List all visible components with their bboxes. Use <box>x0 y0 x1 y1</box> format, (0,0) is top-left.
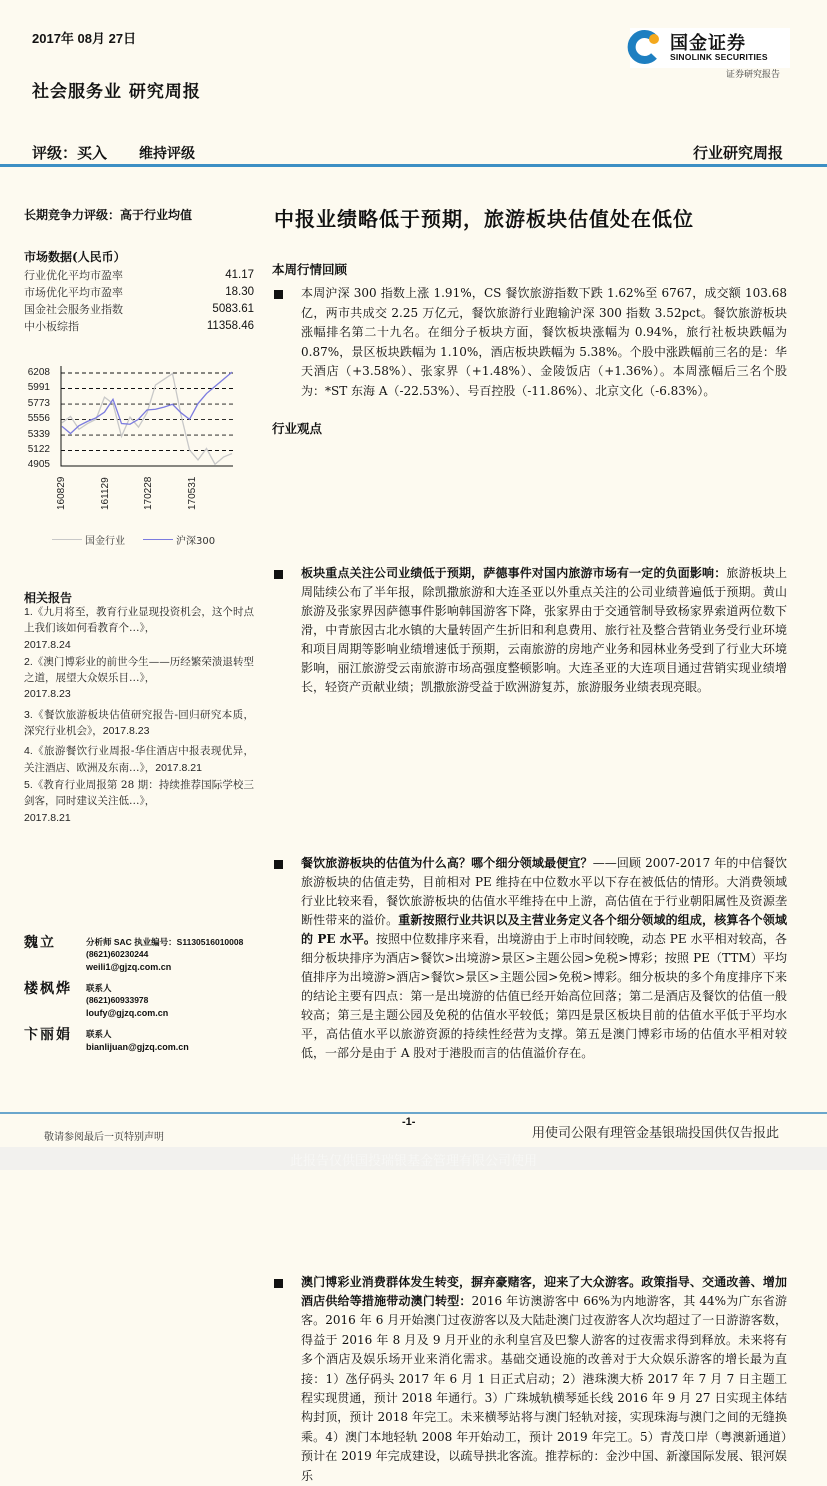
y-tick: 5991 <box>27 382 50 393</box>
logo-subtitle: 证券研究报告 <box>726 70 781 80</box>
related-report-date: 2017.8.24 <box>24 638 71 651</box>
market-data-label: 市场优化平均市盈率 <box>24 286 123 299</box>
market-data-row <box>24 318 254 335</box>
market-data-value: 11358.46 <box>206 320 254 332</box>
x-tick: 161129 <box>100 477 111 510</box>
related-reports-title: 相关报告 <box>24 591 73 605</box>
legend-item <box>52 532 125 547</box>
related-report-date: 2017.8.23 <box>102 725 150 738</box>
watermark: 此报告仅供国投瑞银基金管理有限公司使用 <box>289 1154 537 1169</box>
x-tick: 170228 <box>143 476 154 510</box>
market-data-value: 18.30 <box>225 286 254 298</box>
analyst-phone: (8621)60933978 <box>86 995 149 1005</box>
headline: 中报业绩略低于预期，旅游板块估值处在低位 <box>274 207 694 231</box>
chart-legend <box>52 532 215 547</box>
related-report-title: 《九月将至，教育行业显现投资机会，这个时点上我们该如何看教育个…》， <box>24 606 254 635</box>
related-reports <box>24 604 254 827</box>
logo-cn: 国金证券 <box>670 33 746 54</box>
legend-label: 国金行业 <box>85 536 125 547</box>
related-report-date: 2017.8.23 <box>24 688 71 701</box>
rating-action: 维持评级 <box>139 146 196 162</box>
analyst-email[interactable]: bianlijuan@gjzq.com.cn <box>86 1042 189 1052</box>
market-data-label: 中小板综指 <box>24 320 79 333</box>
square-bullet-icon <box>274 290 283 299</box>
chart-plot <box>22 362 244 472</box>
analyst-list <box>24 932 254 1070</box>
page-number: -1- <box>402 1116 416 1128</box>
x-tick: 160829 <box>56 476 67 510</box>
legend-line-icon <box>143 539 173 540</box>
paragraph-macau <box>272 1273 787 1486</box>
footer-divider <box>0 1112 827 1114</box>
square-bullet-icon <box>274 1279 283 1288</box>
market-data-label: 国金社会服务业指数 <box>24 303 123 316</box>
analyst-email[interactable]: weili1@gjzq.com.cn <box>86 962 172 972</box>
logo-en: SINOLINK SECURITIES <box>670 52 768 62</box>
square-bullet-icon <box>274 860 283 869</box>
related-report-item[interactable]: 1.《九月将至，教育行业显现投资机会，这个时点上我们该如何看教育个…》， 2017.8.24 <box>24 606 254 651</box>
analyst <box>24 932 254 978</box>
y-tick: 5122 <box>27 444 50 455</box>
paragraph-text: 本周沪深 300 指数上涨 1.91%，CS 餐饮旅游指数下跌 1.62%至 6767，成交额 103.68 亿，两市共成交 2.25 万亿元，餐饮旅游行业跑输沪深 300 指数 3.52pct。餐饮旅游板块涨幅排名第二十九名。在细分子板块方面，餐饮板块涨幅为 0.94%，旅行社板块跌幅为 0.87%，景区板块跌幅为 1.10%，酒店板块跌幅为 5.38%。个股中涨跌幅前三名的是：华天酒店（+3.58%）、张家界（+1.48%）、金陵饭店（+1.36%）。本周涨幅后三名个股为：*ST 东海 A（-22.53%）、号百控股（-11.86%）、北京文化（-6.83%）。 <box>301 286 787 398</box>
paragraph-text: 旅游板块上周陆续公布了半年报，除凯撒旅游和大连圣亚以外重点关注的公司业绩普遍低于预期。黄山旅游及张家界因萨德事件影响韩国游客下降，张家界由于交通管制导致杨家界索道两位数下滑，中青旅因古北水镇的大量转固产生折旧和利息费用、旅行社及整合营销业务受行业环境和项目周期等影响业绩增速低于预期，云南旅游的房地产业务和园林业务受到了行业大环境影响，丽江旅游受云南旅游市场高强度整顿影响。大连圣亚的大连项目通过营销实现业绩增长，轻资产贡献业绩；凯撒旅游受益于欧洲游复苏，旅游服务业绩表现亮眼。 <box>301 565 787 694</box>
square-bullet-icon <box>274 570 283 579</box>
paragraph-text: 按照中位数排序来看，出境游由于上市时间较晚，动态 PE 水平相对较高，各细分板块排序为酒店>餐饮>出境游>景区>主题公园>免税>博彩；按照 PE（TTM）平均值排序为出境游>酒店>餐饮>景区>主题公园>免税>博彩。细分板块的多个角度排序下来的结论主要有四点：第一是出境游的估值已经开始高位回落；第二是酒店及餐饮的估值一般较高；第三是主题公园及免税的估值水平较低；第四是景区板块目前的估值水平低于平均水平，高估值水平以旅游资源的持续性经营为支撑。第五是澳门博彩市场的估值水平相对较低，一部分是由于 A 股对于港股而言的估值溢价存在。 <box>301 931 788 1060</box>
legend-line-icon <box>52 539 82 540</box>
paragraph-text: 2016 年访澳游客中 66%为内地游客，其 44%为广东省游客。2016 年 6 月开始澳门过夜游客以及大陆赴澳门过夜游客人次均超过了一日游游客数，得益于 2016 年 8 月及 9 月开业的永利皇宫及巴黎人游客的过夜需求得到释放。未来将有多个酒店及娱乐场开业来消化需求。基础交通设施的改善对于大众娱乐游客的增长最为直接：1）氹仔码头 2017 年 6 月 1 日正式启动；2）港珠澳大桥 2017 年 7 月 7 日主题工程实现贯通，预计 2018 年通行。3）广珠城轨横琴延长线 2016 年 9 月 27 日实现主体结构封顶，预计 2018 年完工。未来横琴站将与澳门轻轨对接，实现珠海与澳门之间的无缝换乘。4）澳门本地轻轨 2008 年开始动工，预计 2019 年完工。5）青茂口岸（粤澳新通道）预计在 2019 年完成建设，以疏导拱北客流。推荐标的：金沙中国、新濠国际发展、银河娱乐 <box>301 1293 787 1483</box>
market-data-value: 41.17 <box>225 269 254 281</box>
analyst-role: 联系人 <box>86 1029 112 1039</box>
y-tick: 6208 <box>27 367 50 378</box>
paragraph-lead: 澳门博彩业消费群体发生转变，摒弃豪赌客，迎来了大众游客。政策指导、交通改善、增加酒店供给等措施带动澳门转型： <box>301 1274 787 1308</box>
paragraph-text: ——回顾 2007-2017 年的中信餐饮旅游板块的估值走势，目前相对 PE 维持在中位数水平以下存在被低估的情形。大消费领域行业比较来看，餐饮旅游板块的估值水平维持在中上游，高估值在于行业朝阳属性及资源垄断性带来的溢价。 <box>301 855 787 927</box>
paragraph-lead: 餐饮旅游板块的估值为什么高？哪个细分领域最便宜？ <box>301 855 593 870</box>
related-report-date: 2017.8.21 <box>155 761 202 774</box>
related-report-item[interactable]: 2.《澳门博彩业的前世今生——历经繁荣溃退转型之道，展望大众娱乐目…》， 2017.8.23 <box>24 655 254 701</box>
series-line <box>62 372 232 433</box>
market-data-label: 行业优化平均市盈率 <box>24 269 123 282</box>
analyst-name: 魏立 <box>24 935 56 951</box>
index-comparison-chart <box>22 362 244 552</box>
analyst-name: 卞丽娟 <box>24 1027 72 1043</box>
market-data-value: 5083.61 <box>212 303 254 315</box>
related-report-item[interactable]: 3.《餐饮旅游板块估值研究报告-回归研究本质，深究行业机会》，2017.8.23 <box>24 708 254 738</box>
usage-notice: 用使司公限有理管金基银瑞投国供仅告报此 <box>531 1126 779 1141</box>
market-data-row <box>24 301 254 318</box>
disclaimer-note: 敬请参阅最后一页特别声明 <box>44 1132 164 1143</box>
paragraph-emphasis: 重新按照行业共识以及主营业务定义各个细分领域的组成，核算各个领域的 PE 水平。 <box>301 912 787 946</box>
paragraph-weekly-review <box>272 284 787 402</box>
sinolink-logo-icon <box>632 30 662 64</box>
sinolink-logo <box>630 28 790 68</box>
related-report-title: 《澳门博彩业的前世今生——历经繁荣溃退转型之道，展望大众娱乐目…》， <box>24 655 254 685</box>
y-tick: 5339 <box>27 429 50 440</box>
paragraph-earnings <box>272 564 787 697</box>
related-report-item[interactable]: 5.《教育行业周报第 28 期：持续推荐国际学校三剑客，同时建议关注低…》， 2017.8.21 <box>24 778 254 824</box>
related-report-item[interactable]: 4.《旅游餐饮行业周报-华住酒店中报表现优异，关注酒店、欧洲及东南…》，2017.8.21 <box>24 745 254 774</box>
competitive-rating: 长期竞争力评级：高于行业均值 <box>24 208 193 222</box>
y-tick: 5773 <box>27 398 50 409</box>
industry-title: 社会服务业 研究周报 <box>32 82 201 102</box>
section-title-weekly-review: 本周行情回顾 <box>272 262 348 277</box>
market-data-row <box>24 284 254 301</box>
analyst <box>24 1024 254 1070</box>
rating <box>32 142 195 163</box>
report-date: 2017年 08月 27日 <box>32 31 137 46</box>
related-report-title: 《教育行业周报第 28 期：持续推荐国际学校三剑客，同时建议关注低…》， <box>24 778 254 808</box>
header-divider <box>0 164 827 167</box>
y-tick: 5556 <box>27 413 50 424</box>
paragraph-valuation <box>272 854 787 1063</box>
x-tick: 170531 <box>187 476 198 510</box>
related-report-date: 2017.8.21 <box>24 811 71 824</box>
analyst-role: 分析师 SAC 执业编号：S1130516010008 <box>86 937 244 947</box>
legend-label: 沪深300 <box>176 536 216 547</box>
section-title-industry-view: 行业观点 <box>272 421 323 436</box>
analyst-phone: (8621)60230244 <box>86 949 149 959</box>
report-type: 行业研究周报 <box>692 144 783 162</box>
related-report-title: 《旅游餐饮行业周报-华住酒店中报表现优异，关注酒店、欧洲及东南…》， <box>24 745 254 774</box>
analyst-email[interactable]: loufy@gjzq.com.cn <box>86 1008 169 1018</box>
market-data-table <box>24 267 254 335</box>
y-tick: 4905 <box>27 459 50 470</box>
analyst-name: 楼枫烨 <box>24 981 72 997</box>
paragraph-lead: 板块重点关注公司业绩低于预期，萨德事件对国内旅游市场有一定的负面影响： <box>301 565 727 580</box>
market-data-row <box>24 267 254 284</box>
analyst-role: 联系人 <box>86 983 112 993</box>
related-report-title: 《餐饮旅游板块估值研究报告-回归研究本质，深究行业机会》， <box>24 708 254 738</box>
analyst <box>24 978 254 1024</box>
market-data-title: 市场数据(人民币） <box>24 250 126 264</box>
legend-item <box>143 532 215 547</box>
rating-label: 评级：买入 <box>32 144 108 162</box>
